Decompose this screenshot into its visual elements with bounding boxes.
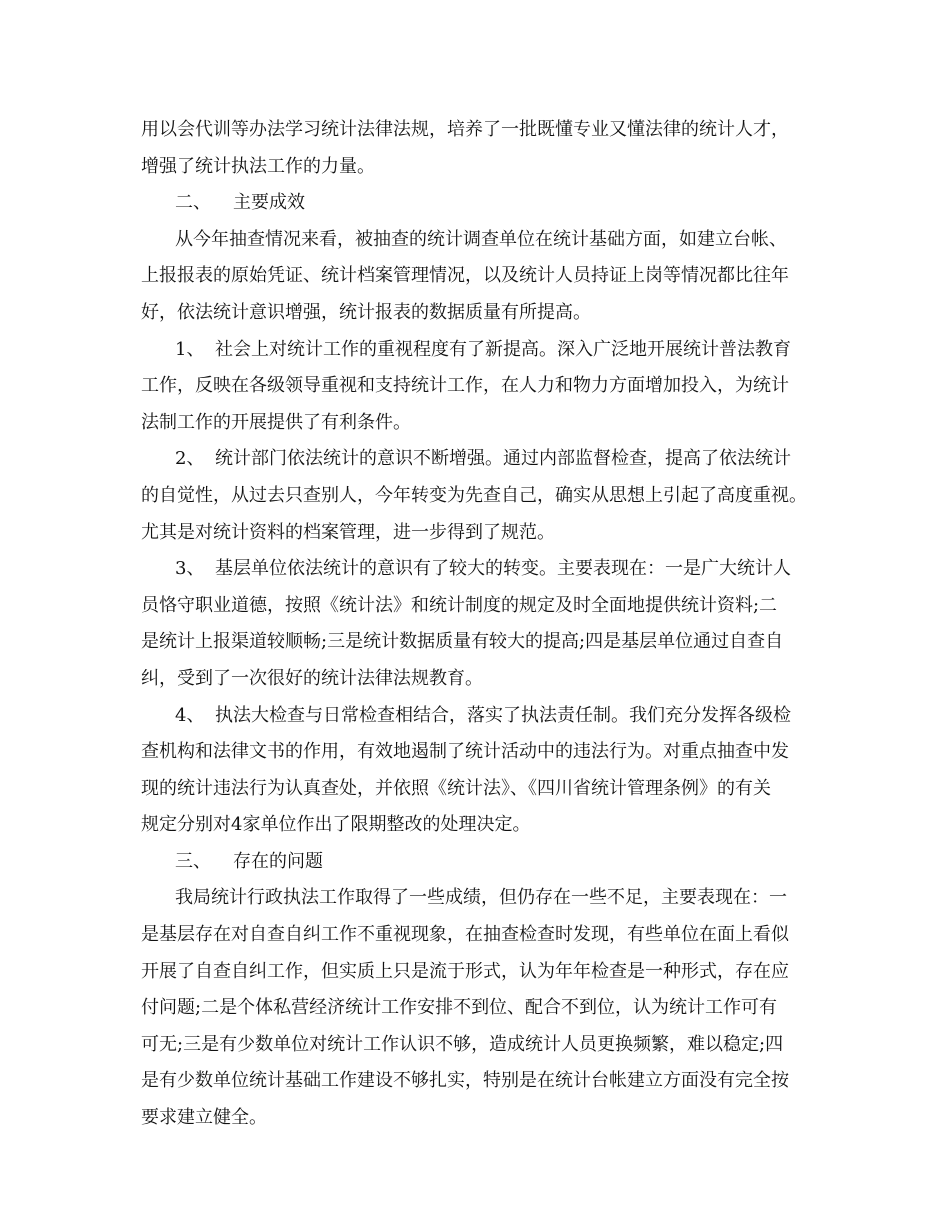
section-number: 三、 (175, 850, 211, 872)
paragraph-line: 好，依法统计意识增强，统计报表的数据质量有所提高。 (141, 301, 591, 323)
section-heading-2 (141, 185, 831, 222)
paragraph-line: 用以会代训等办法学习统计法律法规，培养了一批既懂专业又懂法律的统计人才， (141, 119, 789, 140)
paragraph-line: 工作，反映在各级领导重视和支持统计工作，在人力和物力方面增加投入，为统计 (141, 375, 789, 397)
paragraph-line: 尤其是对统计资料的档案管理，进一步得到了规范。 (141, 521, 555, 543)
section-title: 存在的问题 (233, 850, 323, 872)
item-number: 1、 (175, 338, 205, 360)
paragraph-line: 是统计上报渠道较顺畅;三是统计数据质量有较大的提高;四是基层单位通过自查自 (141, 631, 784, 653)
paragraph-line: 的自觉性，从过去只查别人，今年转变为先查自己，确实从思想上引起了高度重视。 (141, 484, 807, 506)
section-heading-3 (141, 844, 831, 881)
paragraph-line: 法制工作的开展提供了有利条件。 (141, 411, 411, 433)
item-text: 社会上对统计工作的重视程度有了新提高。深入广泛地开展统计普法教育 (215, 338, 791, 360)
section-number: 二、 (175, 192, 211, 214)
paragraph-line: 规定分别对4家单位作出了限期整改的处理决定。 (141, 814, 531, 836)
paragraph-line: 是有少数单位统计基础工作建设不够扎实，特别是在统计台帐建立方面没有完全按 (141, 1070, 789, 1092)
paragraph-line: 员恪守职业道德，按照《统计法》和统计制度的规定及时全面地提供统计资料;二 (141, 594, 778, 616)
paragraph-line: 增强了统计执法工作的力量。 (141, 155, 375, 177)
paragraph-line: 从今年抽查情况来看，被抽查的统计调查单位在统计基础方面，如建立台帐、 (175, 228, 787, 250)
item-number: 4、 (175, 704, 205, 726)
item-text: 统计部门依法统计的意识不断增强。通过内部监督检查，提高了依法统计 (215, 448, 791, 470)
paragraph-line: 可无;三是有少数单位对统计工作认识不够，造成统计人员更换频繁，难以稳定;四 (141, 1033, 784, 1055)
paragraph-line: 是基层存在对自查自纠工作不重视现象，在抽查检查时发现，有些单位在面上看似 (141, 924, 789, 946)
paragraph-line: 查机构和法律文书的作用，有效地遏制了统计活动中的违法行为。对重点抽查中发 (141, 741, 789, 763)
document-page (141, 112, 831, 1137)
paragraph-line: 付问题;二是个体私营经济统计工作安排不到位、配合不到位，认为统计工作可有 (141, 997, 778, 1019)
paragraph-line: 我局统计行政执法工作取得了一些成绩，但仍存在一些不足，主要表现在：一 (175, 887, 787, 909)
section-title: 主要成效 (233, 192, 305, 214)
item-text: 执法大检查与日常检查相结合，落实了执法责任制。我们充分发挥各级检 (215, 704, 791, 726)
item-number: 2、 (175, 448, 205, 470)
paragraph-line: 现的统计违法行为认真查处，并依照《统计法》、《四川省统计管理条例》的有关 (141, 777, 771, 799)
paragraph-line: 要求建立健全。 (141, 1107, 267, 1129)
paragraph-line: 开展了自查自纠工作，但实质上只是流于形式，认为年年检查是一种形式，存在应 (141, 960, 789, 982)
list-item-4 (141, 698, 831, 735)
list-item-3 (141, 551, 831, 588)
item-text: 基层单位依法统计的意识有了较大的转变。主要表现在：一是广大统计人 (215, 558, 791, 580)
paragraph-line: 纠，受到了一次很好的统计法律法规教育。 (141, 667, 483, 689)
paragraph-line: 上报报表的原始凭证、统计档案管理情况，以及统计人员持证上岗等情况都比往年 (141, 265, 789, 287)
list-item-1 (141, 332, 831, 369)
list-item-2 (141, 441, 831, 478)
item-number: 3、 (175, 558, 205, 580)
